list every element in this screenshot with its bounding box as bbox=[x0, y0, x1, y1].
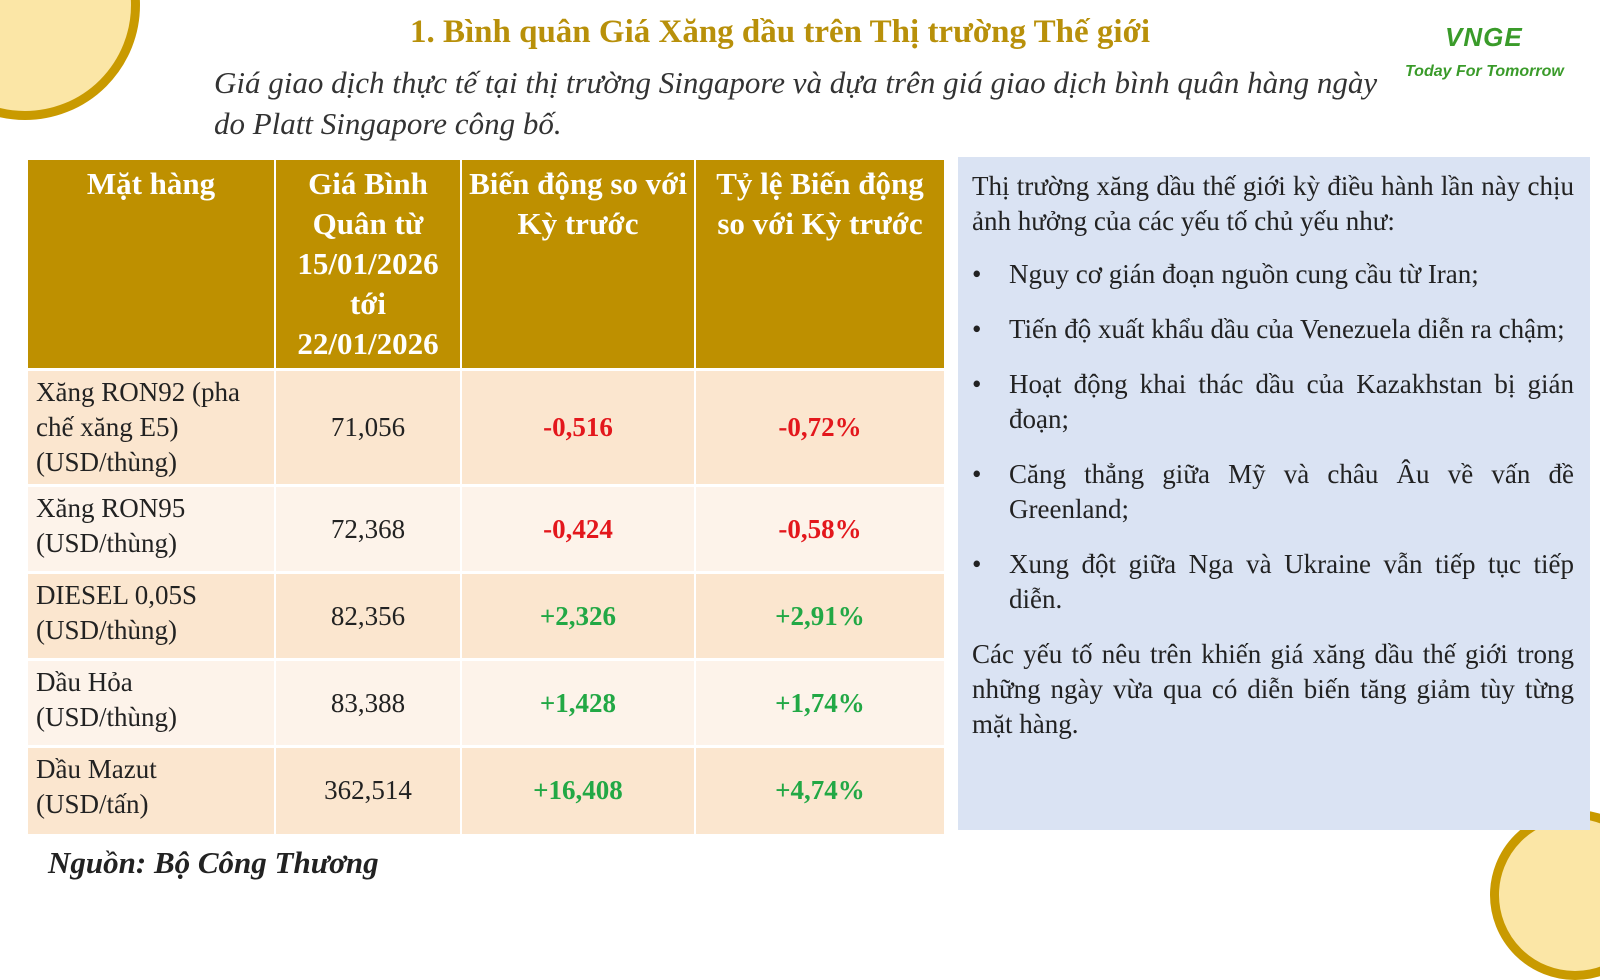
price-change-percent: -0,72% bbox=[695, 370, 944, 486]
average-price: 83,388 bbox=[275, 660, 461, 747]
price-change: +16,408 bbox=[461, 747, 695, 834]
header-average-price: Giá Bình Quân từ 15/01/2026 tới 22/01/2026 bbox=[275, 160, 461, 370]
list-item bbox=[972, 312, 1574, 347]
page-title: 1. Bình quân Giá Xăng dầu trên Thị trường Thế giới bbox=[409, 14, 1151, 50]
table-row bbox=[28, 370, 944, 486]
header-change-percent: Tỷ lệ Biến động so với Kỳ trước bbox=[695, 160, 944, 370]
market-factors-panel bbox=[958, 157, 1590, 830]
price-change-percent: -0,58% bbox=[695, 486, 944, 573]
logo bbox=[1405, 22, 1590, 81]
panel-closing: Các yếu tố nêu trên khiến giá xăng dầu thế giới trong những ngày vừa qua có diễn biến tăng giảm tùy từng mặt hàng. bbox=[972, 639, 1574, 739]
bullet-icon: • bbox=[972, 369, 982, 399]
table-row bbox=[28, 747, 944, 834]
price-change: +1,428 bbox=[461, 660, 695, 747]
table-row bbox=[28, 486, 944, 573]
average-price: 72,368 bbox=[275, 486, 461, 573]
price-change-percent: +2,91% bbox=[695, 573, 944, 660]
price-change-percent: +1,74% bbox=[695, 660, 944, 747]
factor-text: Căng thẳng giữa Mỹ và châu Âu về vấn đề Greenland; bbox=[1009, 459, 1574, 524]
average-price: 71,056 bbox=[275, 370, 461, 486]
panel-intro: Thị trường xăng dầu thế giới kỳ điều hành lần này chịu ảnh hưởng của các yếu tố chủ yếu như: bbox=[972, 171, 1574, 236]
item-name: Xăng RON95 (USD/thùng) bbox=[28, 486, 275, 573]
price-table bbox=[28, 160, 944, 834]
header-item: Mặt hàng bbox=[28, 160, 275, 370]
corner-decoration-bottom-right bbox=[1490, 810, 1600, 980]
factor-text: Nguy cơ gián đoạn nguồn cung cầu từ Iran; bbox=[1009, 259, 1479, 289]
table-row bbox=[28, 573, 944, 660]
factors-list bbox=[972, 257, 1574, 617]
list-item bbox=[972, 457, 1574, 527]
list-item bbox=[972, 257, 1574, 292]
item-name: Xăng RON92 (pha chế xăng E5) (USD/thùng) bbox=[28, 370, 275, 486]
list-item bbox=[972, 547, 1574, 617]
list-item bbox=[972, 367, 1574, 437]
bullet-icon: • bbox=[972, 314, 982, 344]
source-note: Nguồn: Bộ Công Thương bbox=[48, 845, 379, 880]
average-price: 82,356 bbox=[275, 573, 461, 660]
page-subtitle: Giá giao dịch thực tế tại thị trường Singapore và dựa trên giá giao dịch bình quân hàng ngày do Platt Singapore công bố. bbox=[214, 65, 1378, 141]
table-row bbox=[28, 660, 944, 747]
factor-text: Hoạt động khai thác dầu của Kazakhstan bị gián đoạn; bbox=[1009, 369, 1574, 434]
logo-tagline: Today For Tomorrow bbox=[1405, 63, 1564, 80]
item-name: DIESEL 0,05S (USD/thùng) bbox=[28, 573, 275, 660]
header-change: Biến động so với Kỳ trước bbox=[461, 160, 695, 370]
factor-text: Xung đột giữa Nga và Ukraine vẫn tiếp tục tiếp diễn. bbox=[1009, 549, 1574, 614]
price-change: -0,424 bbox=[461, 486, 695, 573]
price-change: +2,326 bbox=[461, 573, 695, 660]
item-name: Dầu Mazut (USD/tấn) bbox=[28, 747, 275, 834]
logo-mark: VNGE bbox=[1445, 22, 1523, 52]
bullet-icon: • bbox=[972, 549, 982, 579]
item-name: Dầu Hỏa (USD/thùng) bbox=[28, 660, 275, 747]
price-change-percent: +4,74% bbox=[695, 747, 944, 834]
table-header-row bbox=[28, 160, 944, 370]
bullet-icon: • bbox=[972, 459, 982, 489]
factor-text: Tiến độ xuất khẩu dầu của Venezuela diễn ra chậm; bbox=[1009, 314, 1565, 344]
average-price: 362,514 bbox=[275, 747, 461, 834]
price-change: -0,516 bbox=[461, 370, 695, 486]
bullet-icon: • bbox=[972, 259, 982, 289]
